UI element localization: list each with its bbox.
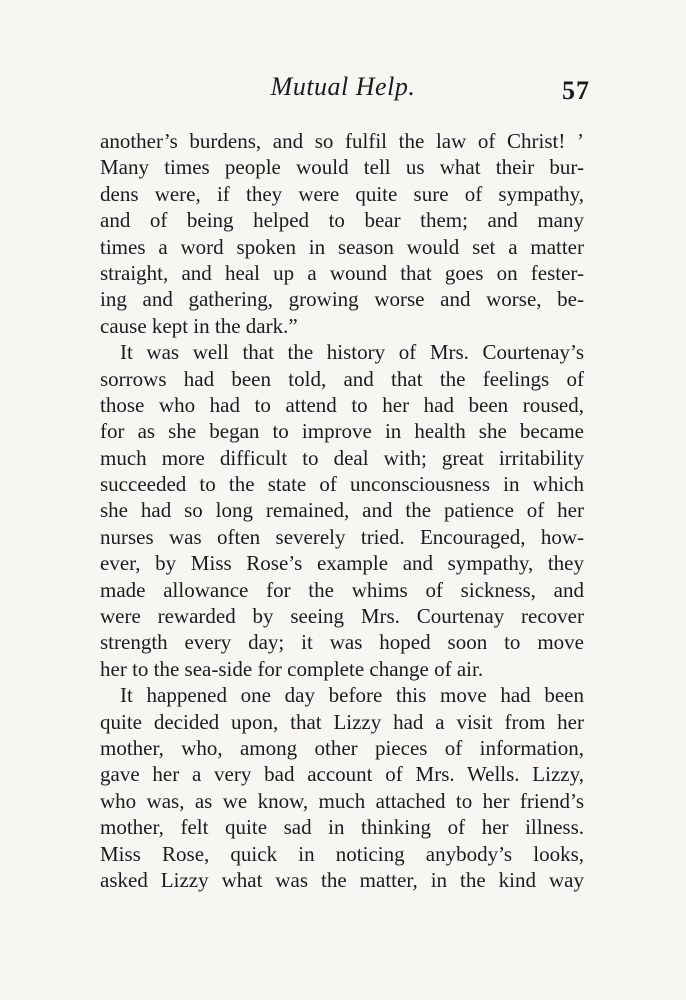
text-line: times a word spoken in season would set a matter <box>100 234 584 259</box>
text-line: who was, as we know, much attached to her friend’s <box>100 788 584 813</box>
text-line: sorrows had been told, and that the feelings of <box>100 366 584 391</box>
text-line: those who had to attend to her had been roused, <box>100 392 584 417</box>
text-line: nurses was often severely tried. Encouraged, how- <box>100 524 584 549</box>
text-line: dens were, if they were quite sure of sympathy, <box>100 181 584 206</box>
text-line: ing and gathering, growing worse and worse, be- <box>100 287 584 312</box>
text-line: It happened one day before this move had been <box>120 683 584 708</box>
text-line: Miss Rose, quick in noticing anybody’s looks, <box>100 841 584 866</box>
text-line: straight, and heal up a wound that goes on fester- <box>100 260 584 285</box>
text-line: her to the sea-side for complete change of air. <box>100 656 484 681</box>
text-line: asked Lizzy what was the matter, in the kind way <box>100 867 584 892</box>
text-line: much more difficult to deal with; great irritability <box>100 445 584 470</box>
text-line: for as she began to improve in health she became <box>100 419 584 444</box>
text-line: mother, felt quite sad in thinking of her illness. <box>100 815 584 840</box>
page-number: 57 <box>562 76 590 105</box>
running-head <box>96 72 590 112</box>
text-line: cause kept in the dark.” <box>100 313 298 338</box>
text-line: ever, by Miss Rose’s example and sympathy, they <box>100 551 584 576</box>
text-line: were rewarded by seeing Mrs. Courtenay recover <box>100 604 584 629</box>
text-line: made allowance for the whims of sickness, and <box>100 577 584 602</box>
text-line: she had so long remained, and the patience of her <box>100 498 584 523</box>
running-title: Mutual Help. <box>270 72 416 101</box>
text-line: gave her a very bad account of Mrs. Wells. Lizzy, <box>100 762 584 787</box>
text-line: succeeded to the state of unconsciousness in which <box>100 472 584 497</box>
text-line: strength every day; it was hoped soon to move <box>100 630 584 655</box>
text-line: It was well that the history of Mrs. Courtenay’s <box>120 340 584 365</box>
text-line: mother, who, among other pieces of information, <box>100 735 584 760</box>
text-line: and of being helped to bear them; and many <box>100 208 584 233</box>
text-line: another’s burdens, and so fulfil the law of Christ! ’ <box>100 129 584 153</box>
body-text <box>100 128 584 893</box>
text-line: Many times people would tell us what their bur- <box>100 155 584 180</box>
text-line: quite decided upon, that Lizzy had a visit from her <box>100 709 584 734</box>
